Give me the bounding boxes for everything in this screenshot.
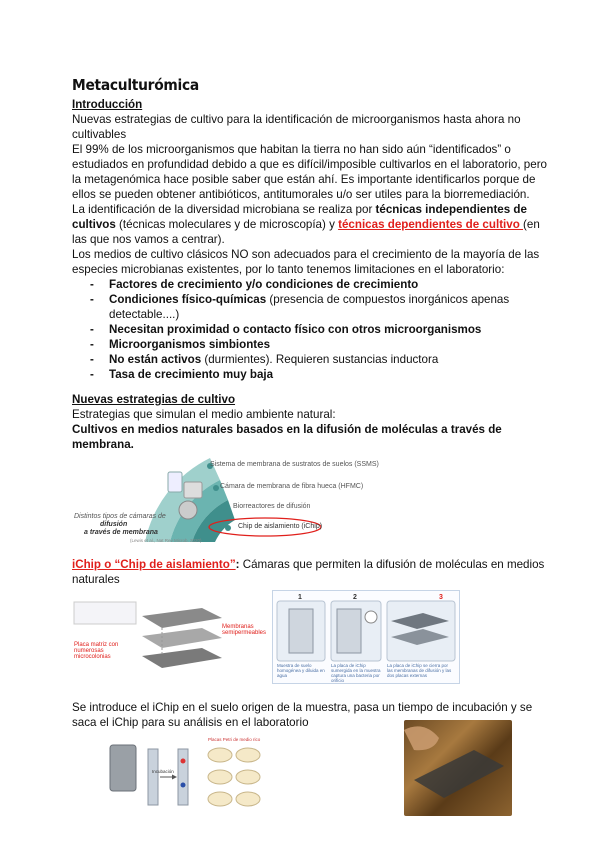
left-label-3: a través de membrana	[84, 529, 158, 536]
step2-dish	[365, 611, 377, 623]
bullet-1	[90, 277, 418, 292]
bullet-2-cont: detectable....)	[109, 308, 180, 321]
bullet-text: (presencia de compuestos inorgánicos apenas	[266, 293, 510, 306]
dash: -	[90, 353, 94, 366]
item-ssms: Sistema de membrana de sustratos de suelos (SSMS)	[210, 461, 379, 468]
ichip-assembly-figure	[72, 598, 267, 678]
intro-line-7	[72, 202, 527, 217]
petri-1	[208, 748, 232, 762]
ssms-thumbnail	[168, 472, 182, 492]
left-label-1: Distintos tipos de cámaras de	[74, 513, 166, 520]
intro-l7a: La identificación de la diversidad microbiana se realiza por	[72, 203, 376, 216]
intro-heading: Introducción	[72, 98, 143, 111]
intro-line-4: estudiados en profundidad debido a que es difícil/imposible cultivarlos en el laboratorio, pero	[72, 158, 547, 171]
bullet-4	[90, 337, 270, 352]
page-title: Metaculturómica	[72, 76, 199, 94]
incubation-figure	[108, 733, 278, 818]
petri-label: Placas Petri de medio rico	[208, 737, 261, 742]
diffusion-chamber-diagram	[70, 450, 379, 545]
final-line-1: Se introduce el iChip en el suelo origen de la muestra, pasa un tiempo de incubación y se	[72, 701, 533, 714]
step-2-number: 2	[353, 594, 357, 601]
petri-2	[236, 748, 260, 762]
colony-blue	[181, 783, 186, 788]
bullet-5	[90, 352, 438, 367]
ichip-line-2: naturales	[72, 573, 120, 586]
petri-3	[208, 770, 232, 784]
step2-plate	[337, 609, 361, 653]
intro-line-9: las que nos vamos a centrar).	[72, 233, 225, 246]
strategies-line-2: Cultivos en medios naturales basados en la difusión de moléculas a través de	[72, 423, 502, 436]
intro-line-8	[72, 217, 540, 232]
ichip-strip-2	[178, 749, 188, 805]
bullet-text: Microorganismos simbiontes	[109, 338, 271, 351]
hfmc-thumbnail	[184, 482, 202, 498]
item-ichip: Chip de aislamiento (iChip)	[238, 523, 323, 530]
citation: (Lewis et al., Nat Rev Microb. 2020)	[130, 538, 202, 543]
plate-label: Placa matriz con numerosas microcolonias	[74, 642, 119, 660]
final-line-2: saca el iChip para su análisis en el laboratorio	[72, 716, 309, 729]
ichip-colon: :	[235, 558, 240, 571]
bullet-text: Factores de crecimiento y/o condiciones de crecimiento	[109, 278, 419, 291]
bullet-text-bold: No están activos	[109, 353, 202, 366]
finger	[404, 726, 439, 750]
step1-plate	[289, 609, 313, 653]
middle-plate	[142, 628, 222, 648]
bottom-plate	[142, 648, 222, 668]
ichip-soil-photo	[404, 720, 512, 816]
dash: -	[90, 368, 94, 381]
petri-6	[236, 792, 260, 806]
strategies-line-1: Estrategias que simulan el medio ambiente natural:	[72, 408, 336, 421]
step-3-caption: La placa de iChip se cierra por las membranas de difusión y las dos placas externas	[387, 663, 452, 678]
photo-svg	[404, 720, 512, 816]
bullet-text-bold: Condiciones físico-químicas	[109, 293, 267, 306]
bioreactor-thumbnail	[179, 501, 197, 519]
intro-line-5: la metagenómica hace posible saber que están ahí. Es importante identificarlos porque de	[72, 173, 536, 186]
intro-line-10: Los medios de cultivo clásicos NO son adecuados para el crecimiento de la mayoría de las	[72, 248, 540, 261]
paper-thumbnail	[74, 602, 136, 624]
step-2-caption: La placa de iChip sumergida en la muestra captura una bacteria por orificio	[331, 663, 381, 683]
membranes-label: Membranas semipermeables	[222, 624, 267, 636]
ichip-title: iChip o “Chip de aislamiento”	[72, 558, 236, 571]
ichip-line-1	[72, 557, 544, 572]
left-label-2: difusión	[100, 521, 128, 528]
dash: -	[90, 293, 94, 306]
bioreactor-dot	[221, 505, 227, 511]
intro-l8a: cultivos	[72, 218, 116, 231]
intro-l8d: (en	[523, 218, 540, 231]
intro-line-6: ellos se pueden obtener antibióticos, antitumorales u/o ser utiles para la biorremediación.	[72, 188, 530, 201]
step-1-number: 1	[298, 594, 302, 601]
ichip-assembly-svg	[72, 598, 267, 678]
ichip-strip-1	[148, 749, 158, 805]
bullet-text: (durmientes). Requieren sustancias inductora	[201, 353, 439, 366]
dash: -	[90, 323, 94, 336]
intro-l8c: técnicas dependientes de cultivo	[338, 218, 524, 231]
top-plate	[142, 608, 222, 628]
colony-red	[181, 759, 186, 764]
intro-line-11: especies microbianas existentes, por lo tanto tenemos limitaciones en el laboratorio:	[72, 263, 505, 276]
intro-l8b: (técnicas moleculares y de microscopía) y	[115, 218, 339, 231]
ichip-device	[110, 745, 136, 791]
bullet-6	[90, 367, 273, 382]
strategies-line-3: membrana.	[72, 438, 134, 451]
bullet-3	[90, 322, 481, 337]
intro-l7b: técnicas independientes de	[375, 203, 527, 216]
bullet-text: Tasa de crecimiento muy baja	[109, 368, 274, 381]
item-hfmc: Cámara de membrana de fibra hueca (HFMC)	[220, 483, 364, 490]
intro-line-1: Nuevas estrategias de cultivo para la identificación de microorganismos hasta ahora no	[72, 113, 521, 126]
intro-line-2: cultivables	[72, 128, 127, 141]
ichip-in-soil	[414, 750, 504, 798]
petri-5	[208, 792, 232, 806]
ichip-steps-figure	[272, 590, 460, 684]
incubation-svg	[108, 733, 278, 818]
step-3-number: 3	[439, 594, 443, 601]
item-bioreactor: Biorreactores de difusión	[233, 503, 311, 510]
strategies-heading: Nuevas estrategias de cultivo	[72, 393, 236, 406]
petri-4	[236, 770, 260, 784]
bullet-2	[90, 292, 509, 307]
bullet-text: Necesitan proximidad o contacto físico con otros microorganismos	[109, 323, 482, 336]
hfmc-dot	[213, 485, 219, 491]
intro-line-3: El 99% de los microorganismos que habitan la tierra no han sido aún “identificados” o	[72, 143, 511, 156]
step-1-caption: Muestra de suelo homogénea y diluida en agua	[277, 663, 325, 678]
dash: -	[90, 338, 94, 351]
dash: -	[90, 278, 94, 291]
ichip-desc-1: Cámaras que permiten la difusión de moléculas en medios	[239, 558, 545, 571]
ichip-dot	[225, 525, 231, 531]
incubation-label: Incubación	[152, 769, 174, 774]
